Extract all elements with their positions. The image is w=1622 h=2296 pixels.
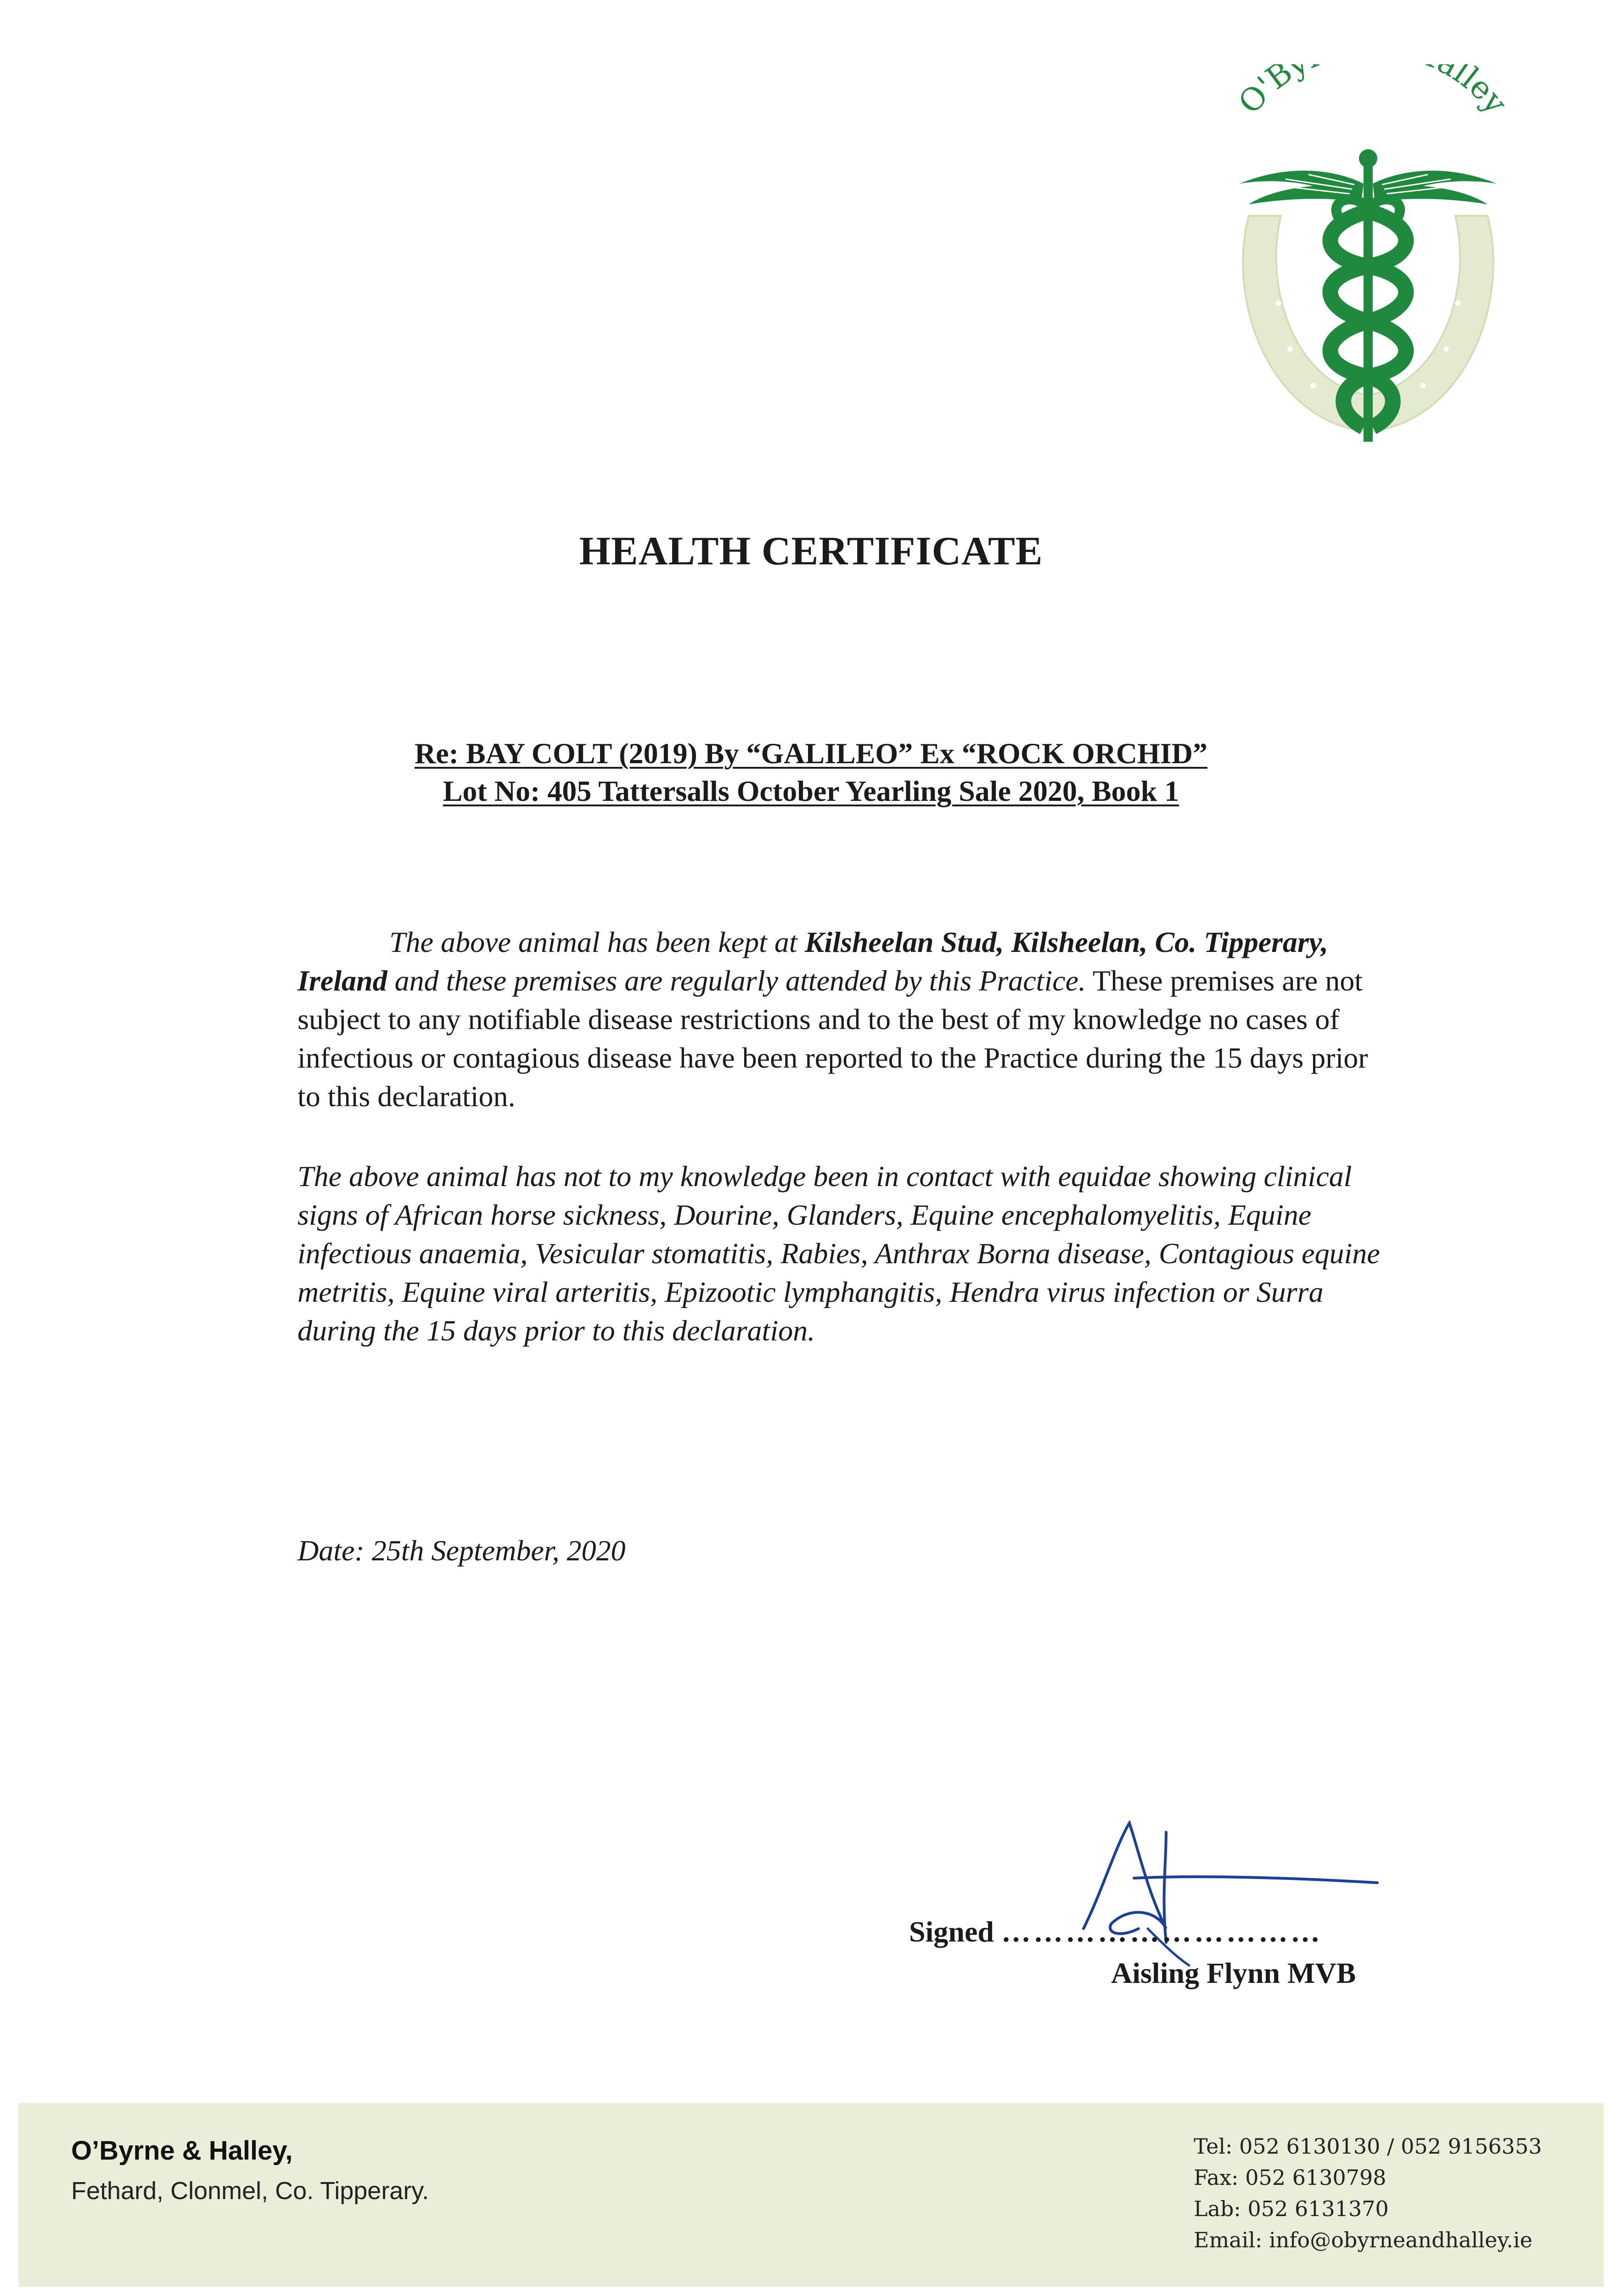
page-title: HEALTH CERTIFICATE [579, 529, 1043, 574]
premises-paragraph [297, 923, 1390, 1116]
signed-line [909, 1915, 1323, 1949]
logo-text: O'B lley [1231, 64, 1515, 121]
premises-intro: The above animal has been kept at [389, 926, 805, 958]
footer-tel: Tel: 052 6130130 / 052 9156353 [1194, 2134, 1542, 2159]
svg-text:O'Byrne & Halley [1232, 64, 1515, 121]
caduceus-horseshoe-icon [1198, 64, 1538, 459]
footer-address: Fethard, Clonmel, Co. Tipperary. [71, 2177, 429, 2205]
footer-band [18, 2103, 1604, 2287]
footer-email: Email: info@obyrneandhalley.ie [1194, 2228, 1532, 2252]
premises-rest: These premises are not subject to any notifiable disease restrictions and to the best of my knowledge no cases of infectious or contagious disease have been reported to the Practice during the 15 days prior to this declaration. [297, 964, 1368, 1113]
contact-paragraph: The above animal has not to my knowledge been in contact with equidae showing clinical signs of African horse sickness, Dourine, Glanders, Equine encephalomyelitis, Equine infectious anaemia, Vesicular stomatitis, Rabies, Anthrax Borna disease, Contagious equine metritis, Equine viral arteritis, Epizootic lymphangitis, Hendra virus infection or Surra during the 15 days prior to this declaration. [297, 1160, 1380, 1347]
re-line-1: Re: BAY COLT (2019) By “GALILEO” Ex “ROCK ORCHID” [414, 737, 1208, 770]
practice-logo [1198, 64, 1538, 459]
premises-mid: and these premises are regularly attended by this Practice. [387, 964, 1086, 997]
signed-label: Signed [909, 1915, 994, 1948]
signature-dots: ………………………… [1001, 1915, 1323, 1948]
signer-name: Aisling Flynn MVB [1111, 1957, 1356, 1989]
premises-location: Kilsheelan Stud, Kilsheelan, Co. Tipperary, Ireland [297, 926, 1328, 997]
signature-image [1028, 1791, 1405, 1984]
footer-contact-block [1194, 2131, 1542, 2256]
re-line-2: Lot No: 405 Tattersalls October Yearling Sale 2020, Book 1 [443, 775, 1179, 807]
footer-practice-name: O’Byrne & Halley, [71, 2136, 293, 2166]
declaration-date: Date: 25th September, 2020 [297, 1534, 626, 1567]
footer-fax: Fax: 052 6130798 [1194, 2165, 1386, 2190]
footer-lab: Lab: 052 6131370 [1194, 2196, 1389, 2221]
reference-block [0, 735, 1622, 810]
